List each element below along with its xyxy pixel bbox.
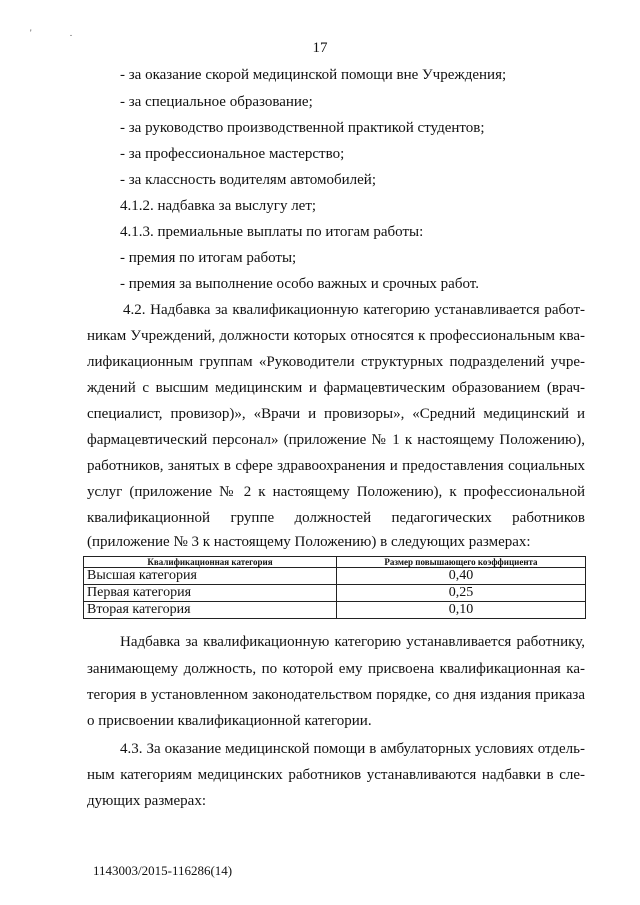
paragraph-line: тегория в установленном законодательством порядке, со дня издания приказа — [87, 687, 585, 703]
paragraph-line: квалификационной группе должностей педагогических работников — [87, 510, 585, 526]
category-cell: Вторая категория — [84, 602, 337, 619]
paragraph-line: занимающему должность, по которой ему присвоена квалификационная ка- — [87, 661, 585, 677]
paragraph-line: услуг (приложение № 2 к настоящему Положению), к профессиональной — [87, 484, 585, 500]
coefficient-cell: 0,40 — [337, 568, 586, 585]
list-item: - премия за выполнение особо важных и срочных работ. — [120, 276, 479, 292]
scan-specks: ' . — [30, 28, 91, 38]
paragraph-line: ным категориям медицинских работников устанавливаются надбавки в сле- — [87, 767, 585, 783]
document-footer-id: 1143003/2015-116286(14) — [93, 863, 233, 878]
category-cell: Первая категория — [84, 585, 337, 602]
paragraph-line: о присвоении квалификационной категории. — [87, 713, 372, 729]
paragraph-line: лификационным группам «Руководители структурных подразделений учре- — [87, 354, 585, 370]
list-item: - за оказание скорой медицинской помощи вне Учреждения; — [120, 67, 507, 83]
paragraph-line: (приложение № 3 к настоящему Положению) в следующих размерах: — [87, 534, 531, 550]
paragraph-line: никам Учреждений, должности которых относятся к профессиональным ква- — [87, 328, 585, 344]
paragraph-line: 4.2. Надбавка за квалификационную категорию устанавливается работ- — [123, 302, 585, 318]
table-row — [84, 585, 586, 602]
column-header-category: Квалификационная категория — [84, 557, 337, 568]
list-item: - за профессиональное мастерство; — [120, 146, 345, 162]
paragraph-line: дующих размерах: — [87, 793, 207, 809]
coefficient-cell: 0,25 — [337, 585, 586, 602]
table-header-row — [84, 557, 586, 568]
list-item: 4.1.2. надбавка за выслугу лет; — [120, 198, 317, 214]
list-item: 4.1.3. премиальные выплаты по итогам работы: — [120, 224, 424, 240]
list-item: - за руководство производственной практикой студентов; — [120, 120, 485, 136]
coefficient-cell: 0,10 — [337, 602, 586, 619]
paragraph-line: фармацевтический персонал» (приложение № 1 к настоящему Положению), — [87, 432, 585, 448]
table-row — [84, 602, 586, 619]
paragraph-line: Надбавка за квалификационную категорию устанавливается работнику, — [120, 634, 585, 650]
table-row — [84, 568, 586, 585]
qualification-table — [83, 556, 586, 619]
page-number: 17 — [312, 40, 328, 56]
list-item: - за классность водителям автомобилей; — [120, 172, 377, 188]
list-item: - за специальное образование; — [120, 94, 313, 110]
paragraph-line: специалист, провизор)», «Врачи и провизоры», «Средний медицинский и — [87, 406, 585, 422]
list-item: - премия по итогам работы; — [120, 250, 297, 266]
category-cell: Высшая категория — [84, 568, 337, 585]
paragraph-line: работников, занятых в сфере здравоохранения и предоставления социальных — [87, 458, 585, 474]
paragraph-line: ждений с высшим медицинским и фармацевтическим образованием (врач- — [87, 380, 585, 396]
column-header-coefficient: Размер повышающего коэффициента — [337, 557, 586, 568]
paragraph-line: 4.3. За оказание медицинской помощи в амбулаторных условиях отдель- — [120, 741, 585, 757]
